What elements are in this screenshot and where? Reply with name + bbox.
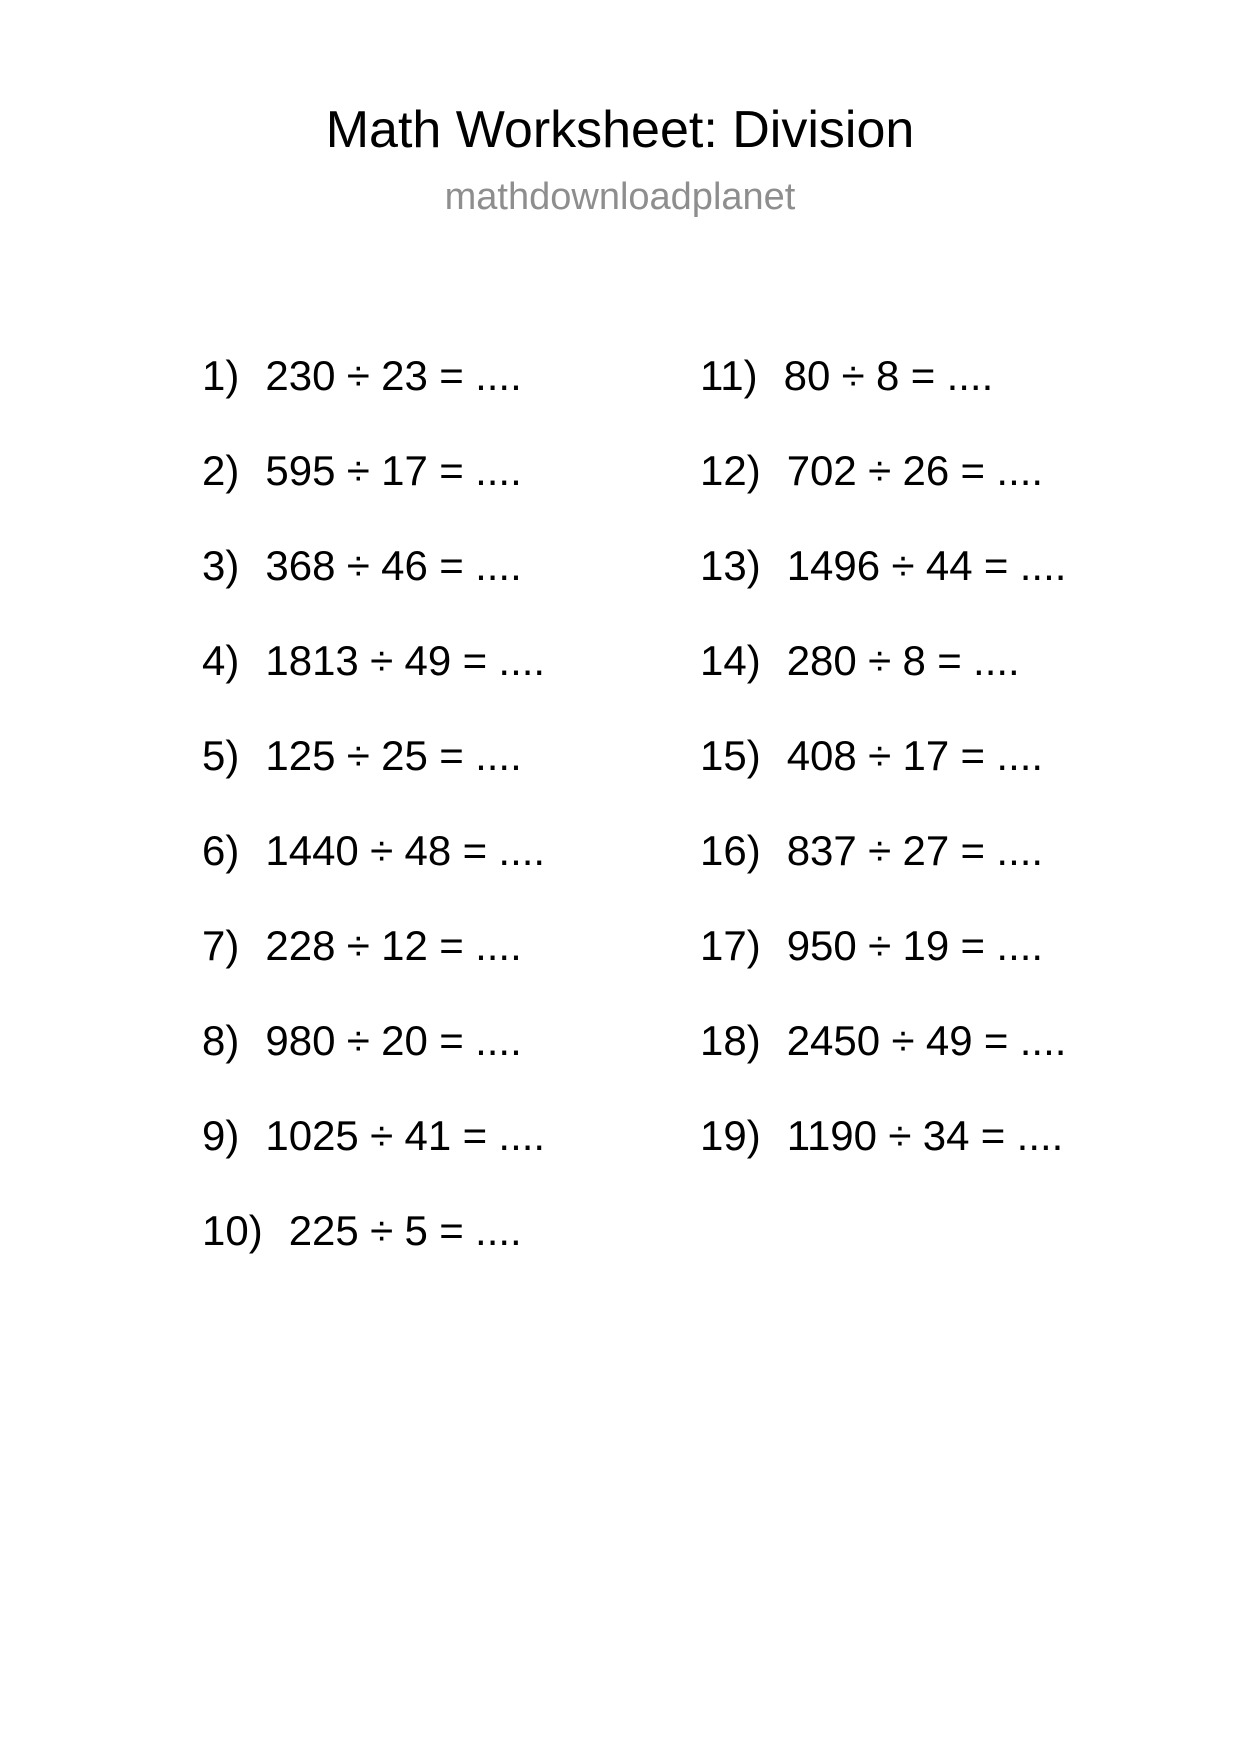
problem-expression	[787, 827, 1043, 875]
dividend-value: 228	[265, 921, 336, 969]
equals-sign: =	[462, 1111, 488, 1159]
problem-number: 15)	[700, 731, 761, 779]
problem-expression	[265, 352, 521, 400]
equals-sign: =	[439, 731, 464, 779]
page-title: Math Worksheet: Division	[325, 101, 915, 159]
dividend-value: 1440	[265, 826, 359, 874]
problem-row	[700, 898, 1066, 993]
divisor-value: 12	[381, 921, 428, 969]
divisor-value: 49	[925, 1016, 973, 1064]
problem-row	[202, 993, 545, 1088]
dividend-value: 980	[265, 1016, 336, 1064]
problem-row	[202, 328, 545, 423]
answer-blank: ....	[996, 826, 1044, 874]
dividend-value: 1025	[265, 1111, 359, 1159]
divisor-value: 27	[902, 826, 950, 874]
problem-expression	[265, 1017, 521, 1065]
answer-blank: ....	[475, 731, 522, 779]
dividend-value: 950	[786, 921, 857, 969]
problem-row	[202, 518, 545, 613]
problem-row	[202, 423, 545, 518]
problem-number: 13)	[700, 541, 761, 589]
equals-sign: =	[439, 351, 464, 399]
division-operator: ÷	[370, 636, 394, 684]
equals-sign: =	[937, 636, 962, 684]
problem-number: 18)	[700, 1016, 761, 1064]
division-operator: ÷	[346, 921, 370, 969]
divisor-value: 17	[381, 446, 428, 494]
problem-expression	[787, 922, 1043, 970]
problem-row	[202, 1088, 545, 1183]
problem-expression	[787, 1017, 1067, 1065]
problems-column-left	[202, 328, 545, 1278]
problem-expression	[265, 732, 521, 780]
equals-sign: =	[462, 636, 488, 684]
problem-expression	[787, 1112, 1064, 1160]
answer-blank: ....	[475, 1206, 522, 1254]
problem-number: 1)	[202, 351, 240, 399]
problem-expression	[787, 637, 1020, 685]
answer-blank: ....	[1019, 541, 1067, 589]
division-operator: ÷	[370, 1206, 394, 1254]
problem-row	[700, 613, 1066, 708]
answer-blank: ....	[996, 731, 1044, 779]
divisor-value: 48	[404, 826, 452, 874]
divisor-value: 44	[925, 541, 973, 589]
divisor-value: 46	[381, 541, 428, 589]
problem-row	[202, 898, 545, 993]
divisor-value: 8	[902, 636, 926, 684]
answer-blank: ....	[1016, 1111, 1064, 1159]
problem-row	[700, 993, 1066, 1088]
answer-blank: ....	[475, 541, 522, 589]
problem-number: 14)	[700, 636, 761, 684]
dividend-value: 368	[265, 541, 336, 589]
dividend-value: 230	[265, 351, 336, 399]
equals-sign: =	[980, 1111, 1006, 1159]
equals-sign: =	[439, 446, 464, 494]
dividend-value: 280	[786, 636, 857, 684]
divisor-value: 34	[922, 1111, 970, 1159]
dividend-value: 702	[786, 446, 857, 494]
answer-blank: ....	[1019, 1016, 1067, 1064]
problem-number: 9)	[202, 1111, 240, 1159]
problem-expression	[265, 1112, 545, 1160]
division-operator: ÷	[370, 826, 394, 874]
equals-sign: =	[910, 351, 936, 399]
dividend-value: 595	[265, 446, 336, 494]
divisor-value: 25	[381, 731, 428, 779]
equals-sign: =	[960, 826, 986, 874]
problem-expression	[787, 542, 1067, 590]
equals-sign: =	[960, 446, 986, 494]
division-operator: ÷	[891, 541, 915, 589]
problem-number: 10)	[202, 1206, 263, 1254]
dividend-value: 80	[783, 351, 831, 399]
answer-blank: ....	[475, 921, 522, 969]
divisor-value: 19	[902, 921, 950, 969]
problem-number: 6)	[202, 826, 240, 874]
answer-blank: ....	[996, 446, 1044, 494]
dividend-value: 837	[786, 826, 857, 874]
dividend-value: 1190	[786, 1111, 878, 1159]
problem-row	[700, 518, 1066, 613]
answer-blank: ....	[498, 1111, 546, 1159]
problem-row	[202, 1183, 545, 1278]
problem-expression	[265, 447, 521, 495]
dividend-value: 1496	[786, 541, 881, 589]
divisor-value: 26	[902, 446, 950, 494]
answer-blank: ....	[475, 446, 522, 494]
dividend-value: 125	[265, 731, 336, 779]
problem-number: 2)	[202, 446, 240, 494]
problem-number: 12)	[700, 446, 761, 494]
answer-blank: ....	[475, 351, 522, 399]
problem-expression	[265, 637, 545, 685]
division-operator: ÷	[868, 921, 892, 969]
answer-blank: ....	[946, 351, 994, 399]
problem-number: 19)	[700, 1111, 761, 1159]
problem-number: 3)	[202, 541, 240, 589]
equals-sign: =	[439, 1206, 464, 1254]
divisor-value: 5	[404, 1206, 428, 1254]
division-operator: ÷	[346, 731, 370, 779]
divisor-value: 41	[404, 1111, 452, 1159]
divisor-value: 49	[404, 636, 452, 684]
problem-expression	[787, 447, 1043, 495]
division-operator: ÷	[891, 1016, 915, 1064]
problem-number: 8)	[202, 1016, 240, 1064]
problems-column-right	[700, 328, 1066, 1183]
equals-sign: =	[439, 921, 464, 969]
answer-blank: ....	[996, 921, 1044, 969]
worksheet-header	[0, 0, 1240, 219]
problem-row	[700, 328, 1066, 423]
dividend-value: 225	[288, 1206, 359, 1254]
problem-number: 4)	[202, 636, 240, 684]
division-operator: ÷	[888, 1111, 912, 1159]
divisor-value: 17	[902, 731, 950, 779]
division-operator: ÷	[346, 541, 370, 589]
problem-row	[700, 708, 1066, 803]
division-operator: ÷	[868, 636, 892, 684]
answer-blank: ....	[973, 636, 1020, 684]
problem-number: 11)	[700, 351, 758, 399]
problem-row	[700, 1088, 1066, 1183]
equals-sign: =	[439, 1016, 464, 1064]
division-operator: ÷	[370, 1111, 394, 1159]
answer-blank: ....	[498, 636, 546, 684]
answer-blank: ....	[498, 826, 546, 874]
equals-sign: =	[983, 1016, 1009, 1064]
problem-row	[202, 803, 545, 898]
problem-row	[202, 613, 545, 708]
problem-number: 5)	[202, 731, 240, 779]
dividend-value: 408	[786, 731, 857, 779]
divisor-value: 20	[381, 1016, 428, 1064]
equals-sign: =	[983, 541, 1009, 589]
problem-number: 17)	[700, 921, 761, 969]
division-operator: ÷	[841, 351, 865, 399]
problem-expression	[265, 827, 545, 875]
dividend-value: 2450	[786, 1016, 881, 1064]
division-operator: ÷	[346, 351, 370, 399]
divisor-value: 23	[381, 351, 428, 399]
problem-expression	[787, 732, 1043, 780]
division-operator: ÷	[868, 446, 892, 494]
problem-number: 7)	[202, 921, 240, 969]
problem-expression	[265, 922, 521, 970]
answer-blank: ....	[475, 1016, 522, 1064]
problem-expression	[289, 1207, 522, 1255]
equals-sign: =	[960, 731, 986, 779]
division-operator: ÷	[346, 446, 370, 494]
problem-expression	[784, 352, 994, 400]
problem-expression	[265, 542, 521, 590]
division-operator: ÷	[346, 1016, 370, 1064]
problem-row	[700, 423, 1066, 518]
dividend-value: 1813	[265, 636, 359, 684]
division-operator: ÷	[868, 826, 892, 874]
equals-sign: =	[960, 921, 986, 969]
equals-sign: =	[462, 826, 488, 874]
page-subtitle: mathdownloadplanet	[444, 176, 796, 218]
divisor-value: 8	[876, 351, 900, 399]
problem-number: 16)	[700, 826, 761, 874]
problem-row	[202, 708, 545, 803]
division-operator: ÷	[868, 731, 892, 779]
problem-row	[700, 803, 1066, 898]
equals-sign: =	[439, 541, 464, 589]
